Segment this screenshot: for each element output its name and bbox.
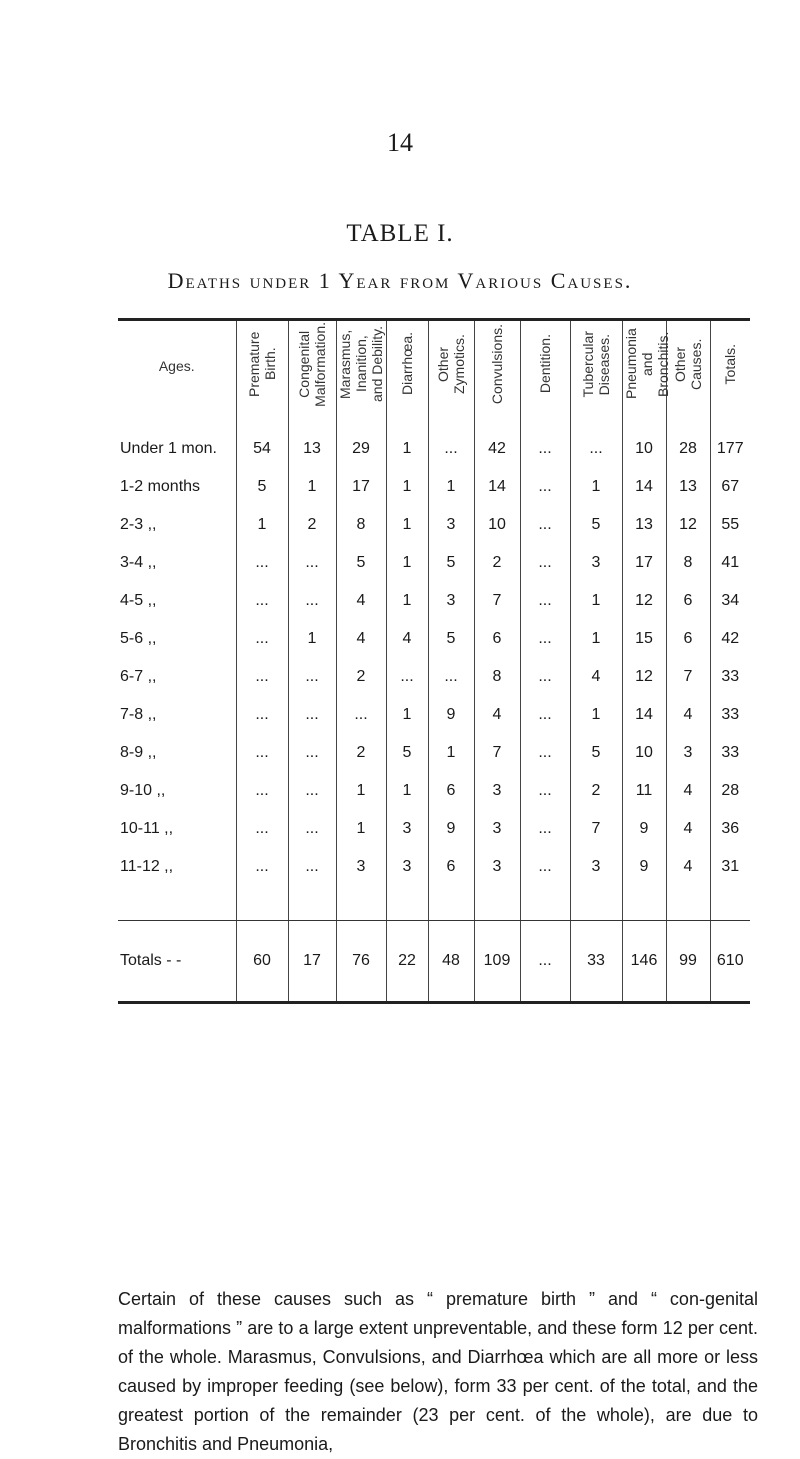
value-cell: 67 [710, 468, 750, 506]
value-cell: ... [428, 430, 474, 468]
col-header-pneumonia: Pneumonia and Bronchitis. [622, 321, 666, 410]
value-cell: 3 [570, 848, 622, 886]
value-cell: 41 [710, 544, 750, 582]
value-cell: 13 [288, 430, 336, 468]
value-cell: 28 [666, 430, 710, 468]
age-cell: Under 1 mon. [120, 440, 217, 457]
value-cell: 610 [710, 921, 750, 1002]
value-cell: 76 [336, 921, 386, 1002]
value-cell: 109 [474, 921, 520, 1002]
value-cell: 4 [570, 658, 622, 696]
value-cell: 1 [570, 582, 622, 620]
value-cell: 1 [386, 582, 428, 620]
col-header-other-zymotics: Other Zymotics. [428, 321, 474, 410]
value-cell: ... [520, 772, 570, 810]
value-cell: 42 [710, 620, 750, 658]
body-paragraph [118, 1285, 758, 1459]
value-cell: 4 [386, 620, 428, 658]
value-cell: ... [236, 810, 288, 848]
value-cell: 12 [622, 658, 666, 696]
age-cell: 10-11 ,, [120, 820, 174, 837]
value-cell: 7 [570, 810, 622, 848]
age-cell [118, 886, 236, 921]
value-cell: 177 [710, 430, 750, 468]
value-cell: ... [288, 658, 336, 696]
value-cell: ... [520, 468, 570, 506]
value-cell: 60 [236, 921, 288, 1002]
table-row [118, 772, 750, 810]
value-cell: ... [520, 848, 570, 886]
value-cell: 13 [622, 506, 666, 544]
value-cell: 3 [386, 810, 428, 848]
value-cell: 1 [288, 620, 336, 658]
value-cell: 54 [236, 430, 288, 468]
value-cell [570, 886, 622, 921]
deaths-table-wrap [118, 318, 750, 1004]
table-row [118, 734, 750, 772]
value-cell: 3 [666, 734, 710, 772]
value-cell: 6 [666, 620, 710, 658]
table-row [118, 468, 750, 506]
value-cell: 99 [666, 921, 710, 1002]
value-cell: 4 [336, 582, 386, 620]
value-cell: 4 [666, 772, 710, 810]
value-cell: ... [236, 620, 288, 658]
value-cell: ... [288, 544, 336, 582]
value-cell: 6 [666, 582, 710, 620]
value-cell: 1 [336, 772, 386, 810]
col-header-convulsions: Convulsions. [474, 321, 520, 410]
value-cell: 34 [710, 582, 750, 620]
col-header-diarrhoea: Diarrhœa. [386, 321, 428, 410]
header-row [118, 321, 750, 410]
table-title: TABLE I. [346, 220, 454, 247]
age-cell: 5-6 ,, [120, 630, 157, 647]
col-header-marasmus: Marasmus, Inanition, and Debility. [336, 321, 386, 410]
table-row [118, 582, 750, 620]
col-header-other-causes: Other Causes. [666, 321, 710, 410]
value-cell: ... [520, 696, 570, 734]
value-cell: ... [570, 430, 622, 468]
value-cell: 42 [474, 430, 520, 468]
value-cell: 3 [336, 848, 386, 886]
value-cell: 3 [428, 582, 474, 620]
value-cell: 14 [474, 468, 520, 506]
value-cell: 4 [336, 620, 386, 658]
col-header-congenital-malformation: Congenital Malformation. [288, 321, 336, 410]
value-cell: 8 [666, 544, 710, 582]
value-cell: 33 [710, 658, 750, 696]
value-cell: 4 [474, 696, 520, 734]
table-row [118, 848, 750, 886]
table-row [118, 506, 750, 544]
value-cell: 10 [622, 430, 666, 468]
value-cell: 8 [474, 658, 520, 696]
value-cell: ... [520, 810, 570, 848]
value-cell: 1 [386, 430, 428, 468]
value-cell: 5 [428, 544, 474, 582]
age-cell: 1-2 months [120, 478, 201, 495]
value-cell [336, 886, 386, 921]
value-cell: 4 [666, 810, 710, 848]
value-cell: 33 [570, 921, 622, 1002]
page-number: 14 [387, 128, 413, 157]
value-cell [428, 886, 474, 921]
table-row [118, 696, 750, 734]
table-row [118, 810, 750, 848]
value-cell: 17 [622, 544, 666, 582]
value-cell: 12 [666, 506, 710, 544]
value-cell: 1 [386, 468, 428, 506]
value-cell: ... [428, 658, 474, 696]
value-cell: 1 [336, 810, 386, 848]
value-cell: 31 [710, 848, 750, 886]
table-row [118, 620, 750, 658]
value-cell: 3 [474, 772, 520, 810]
value-cell: ... [236, 848, 288, 886]
deaths-table [118, 321, 750, 1001]
value-cell: 5 [428, 620, 474, 658]
value-cell: 3 [474, 810, 520, 848]
value-cell: 1 [570, 620, 622, 658]
value-cell: 28 [710, 772, 750, 810]
value-cell: ... [236, 696, 288, 734]
value-cell: 1 [386, 544, 428, 582]
value-cell: 1 [288, 468, 336, 506]
table-body [118, 410, 750, 1001]
col-header-dentition: Dentition. [520, 321, 570, 410]
table-row [118, 430, 750, 468]
age-cell: 3-4 ,, [120, 554, 157, 571]
age-cell: 9-10 ,, [120, 782, 166, 799]
spacer-row [118, 410, 750, 430]
value-cell [622, 886, 666, 921]
value-cell: 7 [666, 658, 710, 696]
value-cell: ... [288, 696, 336, 734]
separator-row [118, 886, 750, 921]
value-cell: 3 [570, 544, 622, 582]
value-cell: ... [386, 658, 428, 696]
value-cell: ... [520, 658, 570, 696]
value-cell: 1 [386, 506, 428, 544]
table-row [118, 658, 750, 696]
value-cell: 1 [570, 468, 622, 506]
value-cell: 2 [570, 772, 622, 810]
value-cell [236, 886, 288, 921]
value-cell: 5 [336, 544, 386, 582]
value-cell [666, 886, 710, 921]
value-cell: 5 [570, 734, 622, 772]
table-bottom-rule [118, 1001, 750, 1004]
value-cell: 13 [666, 468, 710, 506]
value-cell: 1 [428, 734, 474, 772]
value-cell: ... [236, 734, 288, 772]
value-cell: 3 [428, 506, 474, 544]
value-cell: ... [520, 430, 570, 468]
value-cell: 4 [666, 696, 710, 734]
value-cell: ... [236, 658, 288, 696]
value-cell: 5 [386, 734, 428, 772]
age-cell: 4-5 ,, [120, 592, 157, 609]
value-cell: 1 [236, 506, 288, 544]
value-cell: 146 [622, 921, 666, 1002]
col-header-tubercular: Tubercular Diseases. [570, 321, 622, 410]
value-cell: ... [336, 696, 386, 734]
value-cell: ... [520, 734, 570, 772]
age-cell: 8-9 ,, [120, 744, 157, 761]
totals-row [118, 921, 750, 1002]
age-cell: 7-8 ,, [120, 706, 157, 723]
value-cell: 17 [336, 468, 386, 506]
col-header-totals: Totals. [710, 321, 750, 410]
value-cell: 9 [622, 810, 666, 848]
value-cell: ... [288, 848, 336, 886]
value-cell: ... [288, 582, 336, 620]
value-cell: 4 [666, 848, 710, 886]
value-cell: ... [288, 772, 336, 810]
table-subtitle: Deaths under 1 Year from Various Causes. [167, 268, 633, 293]
value-cell: 1 [428, 468, 474, 506]
value-cell: 48 [428, 921, 474, 1002]
value-cell: 2 [288, 506, 336, 544]
value-cell: 5 [236, 468, 288, 506]
value-cell: 6 [474, 620, 520, 658]
age-cell: 11-12 ,, [120, 858, 174, 875]
age-cell: Totals - - [120, 952, 182, 969]
value-cell: 2 [474, 544, 520, 582]
value-cell: 55 [710, 506, 750, 544]
col-header-ages: Ages. [158, 357, 195, 374]
value-cell: ... [236, 582, 288, 620]
value-cell [288, 886, 336, 921]
value-cell: ... [520, 582, 570, 620]
value-cell: ... [236, 544, 288, 582]
value-cell [386, 886, 428, 921]
value-cell: ... [520, 620, 570, 658]
value-cell: ... [288, 810, 336, 848]
value-cell: 12 [622, 582, 666, 620]
value-cell: 2 [336, 658, 386, 696]
value-cell: 5 [570, 506, 622, 544]
value-cell: 7 [474, 734, 520, 772]
age-cell: 2-3 ,, [120, 516, 157, 533]
value-cell: 3 [474, 848, 520, 886]
value-cell: 9 [428, 810, 474, 848]
value-cell: 10 [474, 506, 520, 544]
value-cell [520, 886, 570, 921]
value-cell: 17 [288, 921, 336, 1002]
value-cell: 9 [622, 848, 666, 886]
col-header-premature-birth: Premature Birth. [236, 321, 288, 410]
value-cell: 33 [710, 734, 750, 772]
value-cell: 1 [386, 696, 428, 734]
value-cell: ... [520, 506, 570, 544]
value-cell: 2 [336, 734, 386, 772]
value-cell: ... [520, 544, 570, 582]
value-cell: 11 [622, 772, 666, 810]
value-cell [710, 886, 750, 921]
age-cell: 6-7 ,, [120, 668, 157, 685]
value-cell: 15 [622, 620, 666, 658]
value-cell: 6 [428, 848, 474, 886]
value-cell: 36 [710, 810, 750, 848]
value-cell: ... [236, 772, 288, 810]
value-cell: 14 [622, 696, 666, 734]
value-cell: 33 [710, 696, 750, 734]
value-cell: 9 [428, 696, 474, 734]
value-cell [474, 886, 520, 921]
value-cell: 22 [386, 921, 428, 1002]
value-cell: 29 [336, 430, 386, 468]
paragraph-text: Certain of these causes such as “ premature birth ” and “ con-genital malformations ” are to a large extent unpreventable, and these form 12 per cent. of the whole. Marasmus, Convulsions, and Diarrhœa which are all more or less caused by improper feeding (see below), form 33 per cent. of the total, and the greatest portion of the remainder (23 per cent. of the whole), are due to Bronchitis and Pneumonia, [118, 1289, 758, 1454]
value-cell: 10 [622, 734, 666, 772]
value-cell: 3 [386, 848, 428, 886]
value-cell: ... [288, 734, 336, 772]
value-cell: 14 [622, 468, 666, 506]
value-cell: 7 [474, 582, 520, 620]
value-cell: 6 [428, 772, 474, 810]
value-cell: 1 [386, 772, 428, 810]
value-cell: ... [520, 921, 570, 1002]
table-row [118, 544, 750, 582]
value-cell: 8 [336, 506, 386, 544]
value-cell: 1 [570, 696, 622, 734]
